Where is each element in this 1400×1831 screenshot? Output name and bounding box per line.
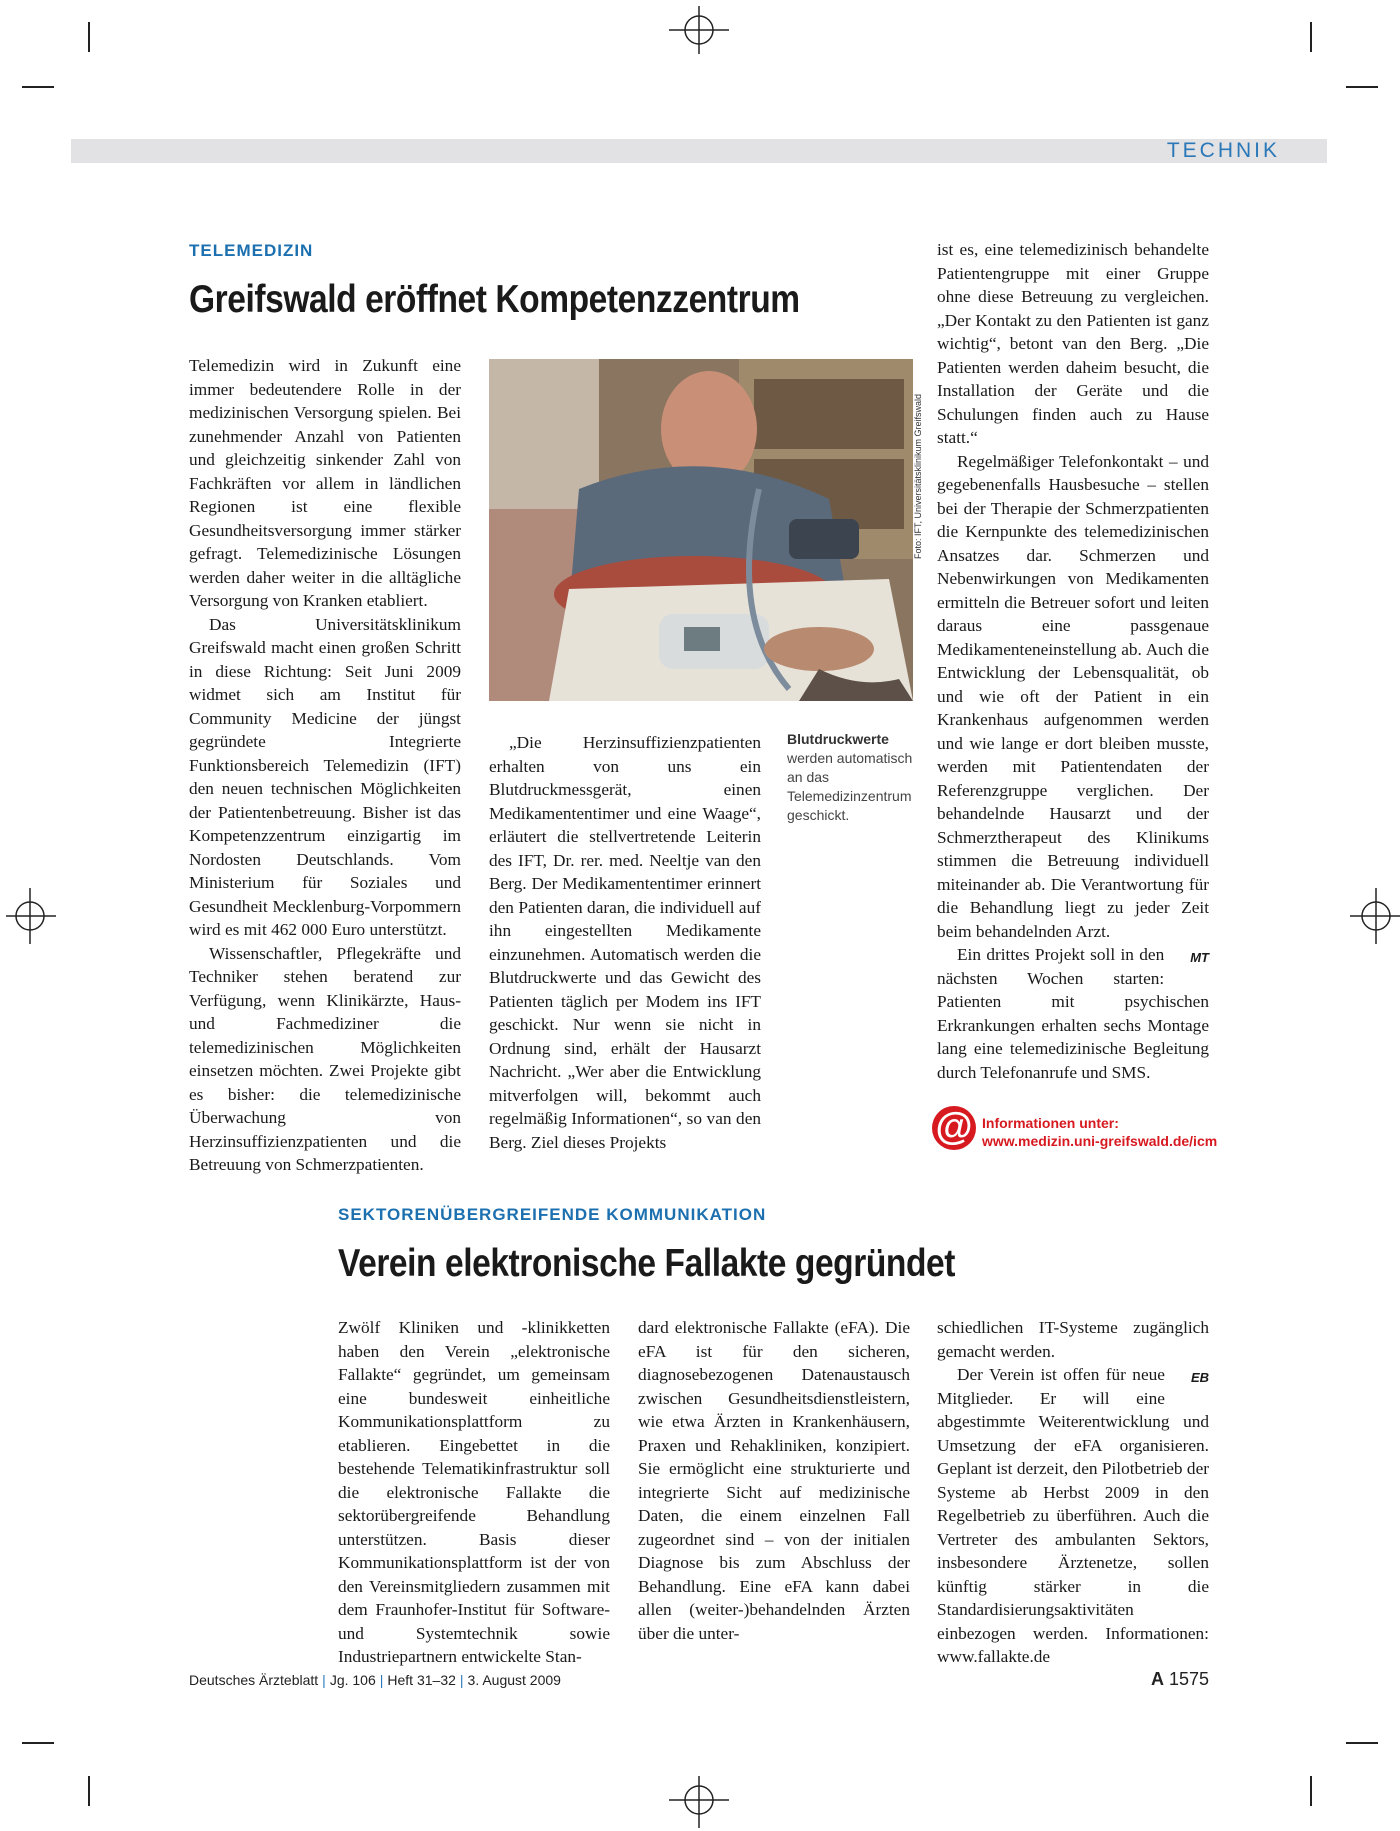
article1-column-3: [937, 238, 1209, 1084]
volume: Jg. 106: [329, 1672, 376, 1688]
paragraph-text: Ein drittes Projekt soll in den nächsten Wochen starten: Patienten mit psychischen Erkrankungen erhalten sechs Montage lang eine telemedizinische Begleitung durch Telefonanrufe und SMS.: [937, 945, 1209, 1082]
photo-credit: Foto: IFT, Universitätsklinikum Greifswald: [913, 393, 923, 559]
paragraph: schiedlichen IT-Systeme zugänglich gemacht werden.: [937, 1318, 1209, 1361]
signature: EB: [1190, 1370, 1209, 1385]
article2-column-1: [338, 1316, 610, 1669]
journal-name: Deutsches Ärzteblatt: [189, 1672, 319, 1688]
article2-kicker: SEKTORENÜBERGREIFENDE KOMMUNIKATION: [338, 1205, 767, 1224]
registration-mark: [0, 880, 72, 952]
caption-title: Blutdruckwerte: [787, 731, 889, 747]
issue-date: 3. August 2009: [467, 1672, 561, 1688]
article2-column-3: [937, 1316, 1209, 1669]
paragraph: [937, 1363, 1209, 1669]
paragraph: ist es, eine telemedizinisch behandelte Patientengruppe mit einer Gruppe ohne diese Betreuung zu vergleichen. „Der Kontakt zu den Patienten ist ganz wichtig“, betont van den Berg. „Die Patienten werden daheim besucht, die Installation der Geräte und die Schulungen finden auch zu Hause statt.“: [937, 240, 1209, 447]
article1-kicker: TELEMEDIZIN: [189, 241, 314, 260]
info-box: [932, 1106, 1232, 1154]
footer-separator: |: [459, 1672, 464, 1688]
article1-column-2: [489, 731, 761, 1154]
info-text: [982, 1114, 1217, 1150]
signature: MT: [1190, 950, 1209, 965]
crop-mark: [88, 22, 90, 52]
issue: Heft 31–32: [387, 1672, 456, 1688]
page-number: [1151, 1669, 1209, 1690]
paragraph: Regelmäßiger Telefonkontakt – und gegebenenfalls Hausbesuche – stellen bei der Therapie der Schmerzpatienten die Kernpunkte des telemedizinischen Ansatzes dar. Schmerzen und Nebenwirkungen von Medikamenten ermitteln die Betreuer sofort und leiten daraus eine passgenaue Medikamenteneinstellung ab. Auch die Entwicklung der Lebensqualität, ob und wie oft der Patient in ein Krankenhaus aufgenommen werden und wie lange er dort bleiben musste, werden mit Patientendaten der Referenzgruppe verglichen. Der behandelnde Hausarzt und der Schmerztherapeut des Klinikums stimmen die Betreuung individuell miteinander ab. Die Verantwortung für die Behandlung liegt zu jeder Zeit beim behandelnden Arzt.: [937, 451, 1209, 941]
photo-caption: [787, 730, 927, 825]
page-number-value: 1575: [1168, 1669, 1209, 1689]
paragraph: dard elektronische Fallakte (eFA). Die eFA ist für den sicheren, diagnosebezogenen Datenaustausch zwischen Gesundheitsdienstleistern, wie etwa Ärzten in Krankenhäusern, Praxen und Rehakliniken, konzipiert. Sie ermöglicht eine strukturierte und integrierte Sicht auf medizinische Daten, die einem einzelnen Fall zugeordnet sind – von der initialen Diagnose bis zum Abschluss der Behandlung. Eine eFA kann dabei allen (weiter-)behandelnden Ärzten über die unter-: [638, 1318, 910, 1643]
section-header-bar: [71, 139, 1327, 163]
info-link[interactable]: www.medizin.uni-greifswald.de/icm: [982, 1133, 1218, 1149]
registration-mark: [1334, 880, 1400, 952]
footer-separator: |: [322, 1672, 326, 1688]
crop-mark: [22, 86, 54, 88]
article1-headline: Greifswald eröffnet Kompetenzzentrum: [189, 278, 800, 321]
footer-separator: |: [379, 1672, 384, 1688]
crop-mark: [1346, 86, 1378, 88]
paragraph: Das Universitätsklinikum Greifswald macht einen großen Schritt in diese Richtung: Seit Juni 2009 widmet sich am Institut für Community Medicine der jüngst gegründete Integrierte Funktionsbereich Telemedizin (IFT) den neuen technischen Möglichkeiten der Patientenbetreuung. Bisher ist das Kompetenzzentrum einzigartig im Nordosten Deutschlands. Vom Ministerium für Soziales und Gesundheit Mecklenburg-Vorpommern wird es mit 462 000 Euro unterstützt.: [189, 614, 461, 939]
crop-mark: [1346, 1742, 1378, 1744]
paragraph: „Die Herzinsuffizienzpatienten erhalten von uns ein Blutdruckmessgerät, einen Medikamententimer und eine Waage“, erläutert die stellvertretende Leiterin des IFT, Dr. rer. med. Neeltje van den Berg. Der Medikamententimer erinnert den Patienten daran, die individuell auf ihn eingestellten Medikamente einzunehmen. Automatisch werden die Blutdruckwerte und das Gewicht des Patienten täglich per Modem ins IFT geschickt. Nur wenn sie nicht in Ordnung sind, erhält der Hausarzt Nachricht. „Wer aber die Entwicklung mitverfolgen will, bekommt auch regelmäßig Informationen“, so van den Berg. Ziel dieses Projekts: [489, 733, 761, 1152]
registration-mark: [663, 1758, 735, 1830]
patient-blood-pressure-photo: [489, 359, 913, 701]
caption-text: werden automatisch an das Telemedizinzentrum geschickt.: [787, 750, 913, 823]
paragraph: Zwölf Kliniken und -klinikketten haben den Verein „elektronische Fallakte“ gegründet, um gemeinsam eine bundesweit einheitliche Kommunikationsplattform zu etablieren. Eingebettet in die bestehende Telematikinfrastruktur soll die elektronische Fallakte die sektorübergreifende Behandlung unterstützen. Basis dieser Kommunikationsplattform ist der von den Vereinsmitgliedern zusammen mit dem Fraunhofer-Institut für Software- und Systemtechnik sowie Industriepartnern entwickelte Stan-: [338, 1318, 610, 1666]
paragraph: [937, 943, 1209, 1084]
at-sign-icon: @: [932, 1106, 976, 1150]
article2-headline: Verein elektronische Fallakte gegründet: [338, 1242, 955, 1285]
crop-mark: [1310, 22, 1312, 52]
paragraph-text: Der Verein ist offen für neue Mitglieder. Er will eine abgestimmte Weiterentwicklung und Umsetzung der eFA organisieren. Geplant ist derzeit, den Pilotbetrieb der Systeme ab Herbst 2009 in den Regelbetrieb zu überführen. Auch die Vertreter des ambulanten Sektors, insbesondere Ärztenetze, sollen künftig stärker in die Standardisierungsaktivitäten einbezogen werden. Informationen: www.fallakte.de: [937, 1365, 1209, 1666]
crop-mark: [22, 1742, 54, 1744]
registration-mark: [663, 2, 735, 74]
paragraph: Wissenschaftler, Pflegekräfte und Techniker stehen beratend zur Verfügung, wenn Klinikärzte, Haus- und Fachmediziner die telemedizinischen Möglichkeiten einsetzen möchten. Zwei Projekte gibt es bisher: die telemedizinische Überwachung von Herzinsuffizienzpatienten und die Betreuung von Schmerzpatienten.: [189, 943, 461, 1174]
crop-mark: [88, 1776, 90, 1806]
page-prefix: A: [1150, 1669, 1164, 1689]
crop-mark: [1310, 1776, 1312, 1806]
page-footer: [189, 1669, 1209, 1694]
info-label: Informationen unter:: [982, 1115, 1119, 1131]
article1-column-1: [189, 354, 461, 1177]
article2-column-2: [638, 1316, 910, 1645]
section-label: TECHNIK: [1166, 139, 1280, 162]
paragraph: Telemedizin wird in Zukunft eine immer bedeutendere Rolle in der medizinischen Versorgung spielen. Bei zunehmender Anzahl von Patienten und gleichzeitig sinkender Zahl von Fachkräften vor allem in ländlichen Regionen ist eine flexible Gesundheitsversorgung immer stärker gefragt. Telemedizinische Lösungen werden daher weiter in die alltägliche Versorgung von Kranken etabliert.: [189, 356, 461, 610]
